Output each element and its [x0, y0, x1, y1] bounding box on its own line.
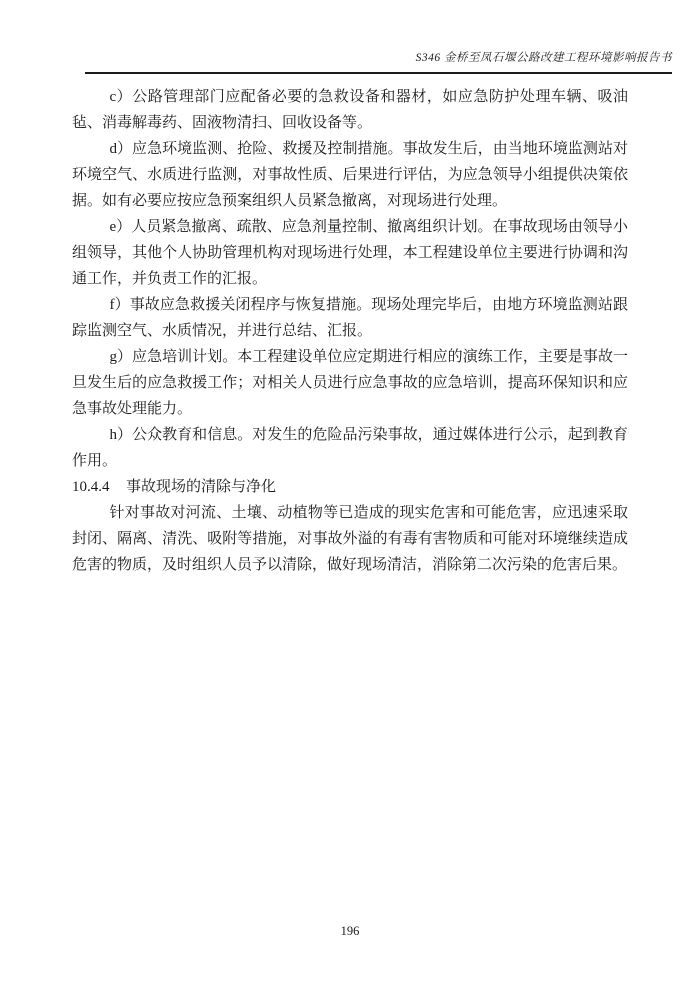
section-heading — [72, 474, 628, 500]
running-header — [85, 50, 672, 74]
page-number: 196 — [340, 924, 360, 938]
document-body — [72, 84, 628, 578]
running-header-title: S346 金桥至凤石堰公路改建工程环境影响报告书 — [415, 52, 672, 64]
section-heading-title: 事故现场的清除与净化 — [126, 479, 277, 495]
paragraph-g: g）应急培训计划。本工程建设单位应定期进行相应的演练工作，主要是事故一旦发生后的应急救援工作；对相关人员进行应急事故的应急培训，提高环保知识和应急事故处理能力。 — [72, 349, 628, 417]
paragraph-c: c）公路管理部门应配备必要的急救设备和器材，如应急防护处理车辆、吸油毡、消毒解毒药、固液物清扫、回收设备等。 — [72, 89, 628, 131]
paragraph-h: h）公众教育和信息。对发生的危险品污染事故，通过媒体进行公示，起到教育作用。 — [72, 427, 628, 469]
section-heading-number: 10.4.4 — [72, 479, 110, 495]
closing-paragraph: 针对事故对河流、土壤、动植物等已造成的现实危害和可能危害，应迅速采取封闭、隔离、清洗、吸附等措施，对事故外溢的有毒有害物质和可能对环境继续造成危害的物质，及时组织人员予以清除，做好现场清洁，消除第二次污染的危害后果。 — [72, 505, 628, 573]
paragraph-d: d）应急环境监测、抢险、救援及控制措施。事故发生后，由当地环境监测站对环境空气、水质进行监测，对事故性质、后果进行评估，为应急领导小组提供决策依据。如有必要应按应急预案组织人员紧急撤离，对现场进行处理。 — [72, 141, 628, 209]
paragraph-e: e）人员紧急撤离、疏散、应急剂量控制、撤离组织计划。在事故现场由领导小组领导，其他个人协助管理机构对现场进行处理，本工程建设单位主要进行协调和沟通工作，并负责工作的汇报。 — [72, 219, 628, 287]
paragraph-f: f）事故应急救援关闭程序与恢复措施。现场处理完毕后，由地方环境监测站跟踪监测空气、水质情况，并进行总结、汇报。 — [72, 297, 628, 339]
page-footer — [0, 922, 700, 940]
